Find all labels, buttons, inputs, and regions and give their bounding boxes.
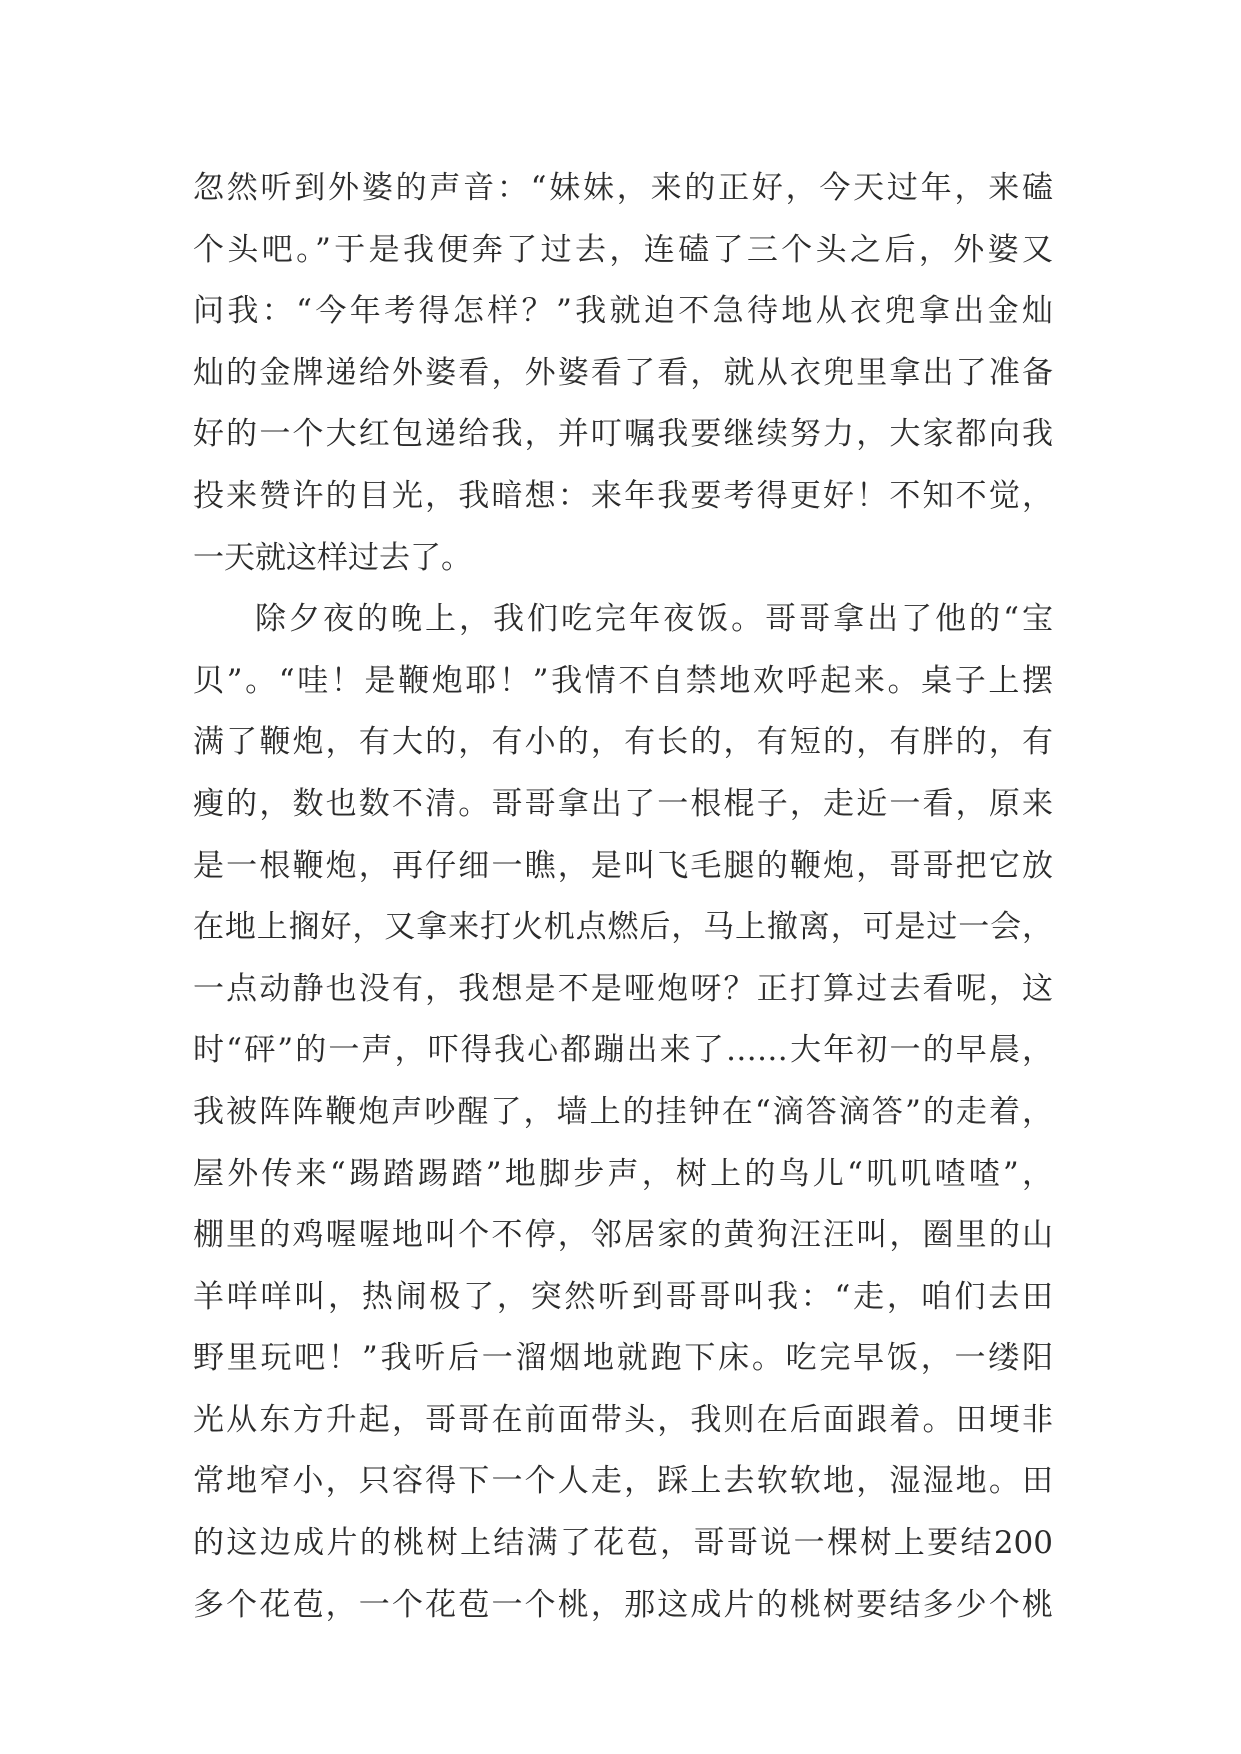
- text-line: 我被阵阵鞭炮声吵醒了，墙上的挂钟在“滴答滴答”的走着，: [193, 1093, 1053, 1130]
- text-line: 在地上搁好，又拿来打火机点燃后，马上撤离，可是过一会，: [193, 909, 1053, 946]
- text-line: 贝”。“哇！是鞭炮耶！”我情不自禁地欢呼起来。桌子上摆: [193, 662, 1053, 699]
- text-line: 野里玩吧！”我听后一溜烟地就跑下床。吃完早饭，一缕阳: [193, 1340, 1053, 1377]
- text-line: 的这边成片的桃树上结满了花苞，哥哥说一棵树上要结200: [193, 1525, 1053, 1562]
- text-line: 常地窄小，只容得下一个人走，踩上去软软地，湿湿地。田: [193, 1463, 1053, 1500]
- text-line: 瘦的，数也数不清。哥哥拿出了一根棍子，走近一看，原来: [193, 785, 1053, 822]
- text-line: 多个花苞，一个花苞一个桃，那这成片的桃树要结多少个桃: [193, 1586, 1053, 1623]
- text-line: 时“砰”的一声，吓得我心都蹦出来了……大年初一的早晨，: [193, 1032, 1053, 1069]
- text-line: 好的一个大红包递给我，并叮嘱我要继续努力，大家都向我: [193, 416, 1053, 453]
- text-line: 满了鞭炮，有大的，有小的，有长的，有短的，有胖的，有: [193, 724, 1053, 761]
- text-line: 忽然听到外婆的声音：“妹妹，来的正好，今天过年，来磕: [193, 170, 1053, 206]
- text-line: 羊咩咩叫，热闹极了，突然听到哥哥叫我：“走，咱们去田: [193, 1278, 1053, 1315]
- text-line: 光从东方升起，哥哥在前面带头，我则在后面跟着。田埂非: [193, 1401, 1053, 1438]
- text-line: 灿的金牌递给外婆看，外婆看了看，就从衣兜里拿出了准备: [193, 354, 1053, 391]
- text-line: 投来赞许的目光，我暗想：来年我要考得更好！不知不觉，: [193, 477, 1053, 514]
- text-line: 问我：“今年考得怎样？”我就迫不急待地从衣兜拿出金灿: [193, 293, 1053, 330]
- text-line: 一天就这样过去了。: [193, 539, 472, 576]
- text-line: 一点动静也没有，我想是不是哑炮呀？正打算过去看呢，这: [193, 970, 1053, 1007]
- text-line: 个头吧。”于是我便奔了过去，连磕了三个头之后，外婆又: [193, 231, 1053, 268]
- text-line: 屋外传来“踢踏踢踏”地脚步声，树上的鸟儿“叽叽喳喳”，: [193, 1155, 1053, 1192]
- text-line: 除夕夜的晚上，我们吃完年夜饭。哥哥拿出了他的“宝: [255, 601, 1053, 638]
- body-text: [193, 158, 1053, 1636]
- text-line: 是一根鞭炮，再仔细一瞧，是叫飞毛腿的鞭炮，哥哥把它放: [193, 847, 1053, 884]
- text-line: 棚里的鸡喔喔地叫个不停，邻居家的黄狗汪汪叫，圈里的山: [193, 1217, 1053, 1254]
